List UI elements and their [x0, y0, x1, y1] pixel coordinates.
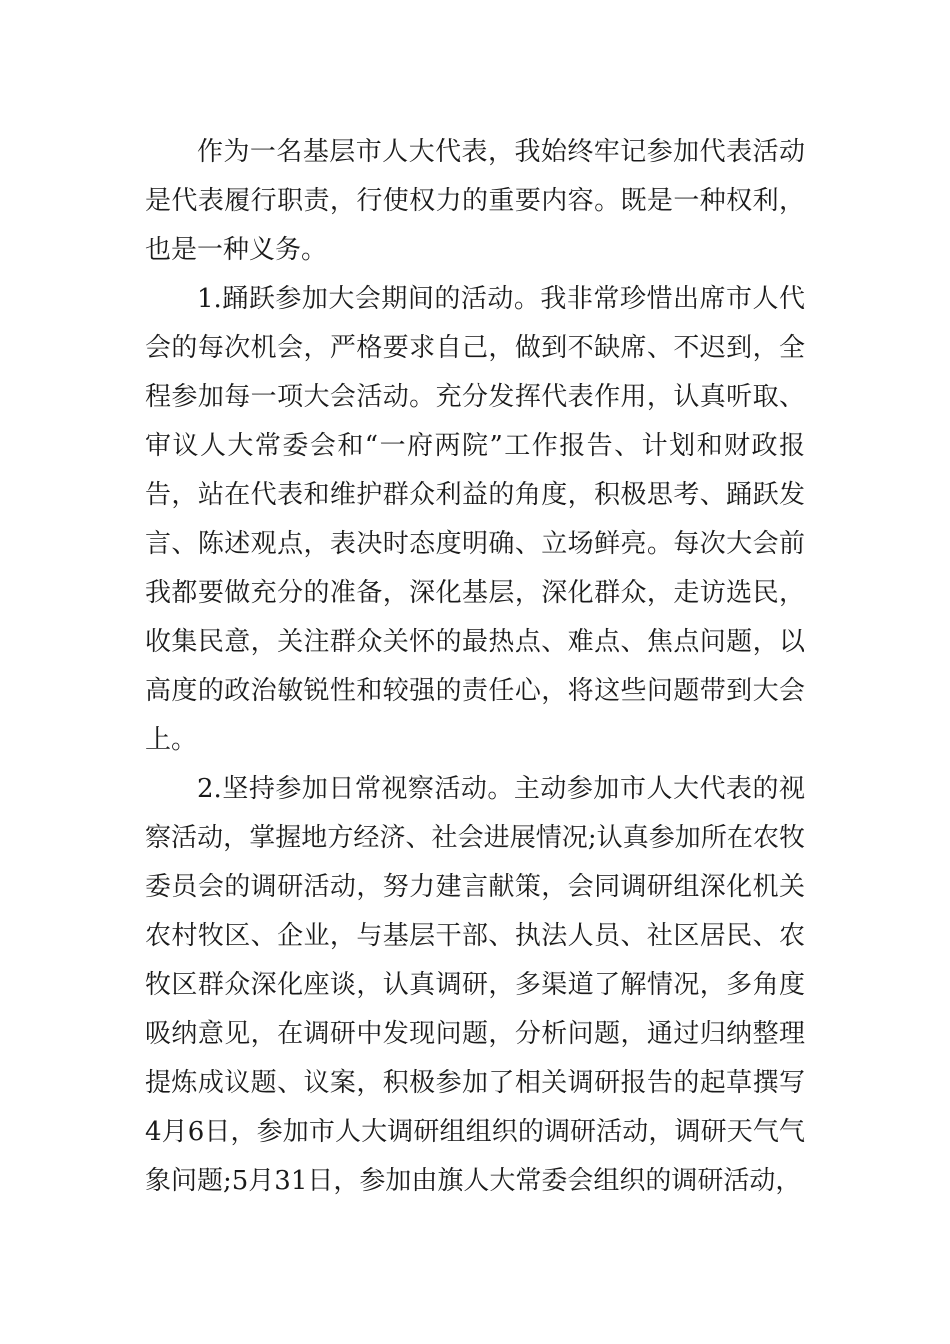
paragraph-intro: 作为一名基层市人大代表，我始终牢记参加代表活动是代表履行职责，行使权力的重要内容。既是一种权利，也是一种义务。: [145, 137, 805, 265]
paragraph-item-2: 2.坚持参加日常视察活动。主动参加市人大代表的视察活动，掌握地方经济、社会进展情况;认真参加所在农牧委员会的调研活动，努力建言献策，会同调研组深化机关农村牧区、企业，与基层干部、执法人员、社区居民、农牧区群众深化座谈，认真调研，多渠道了解情况，多角度吸纳意见，在调研中发现问题，分析问题，通过归纳整理提炼成议题、议案，积极参加了相关调研报告的起草撰写4月6日，参加市人大调研组组织的调研活动，调研天气气象问题;5月31日，参加由旗人大常委会组织的调研活动，: [145, 774, 805, 1196]
paragraph-item-1: 1.踊跃参加大会期间的活动。我非常珍惜出席市人代会的每次机会，严格要求自己，做到不缺席、不迟到，全程参加每一项大会活动。充分发挥代表作用，认真听取、审议人大常委会和“一府两院”工作报告、计划和财政报告，站在代表和维护群众利益的角度，积极思考、踊跃发言、陈述观点，表决时态度明确、立场鲜亮。每次大会前我都要做充分的准备，深化基层，深化群众，走访选民，收集民意，关注群众关怀的最热点、难点、焦点问题，以高度的政治敏锐性和较强的责任心，将这些问题带到大会上。: [145, 284, 805, 755]
document-body: [145, 128, 805, 1206]
